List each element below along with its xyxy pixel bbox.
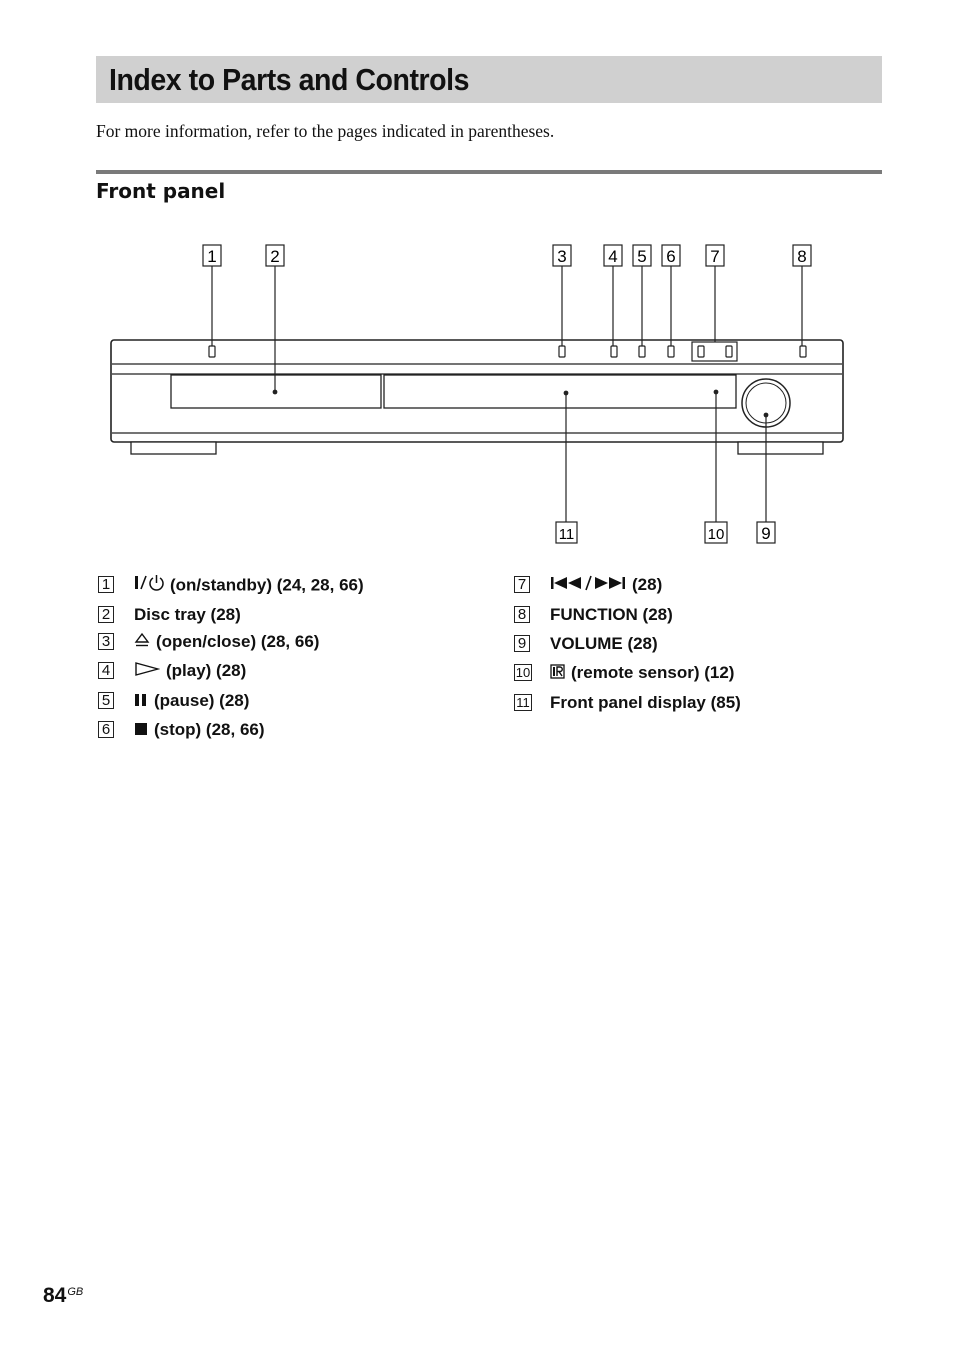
callout-11 — [556, 522, 577, 543]
front-panel-display — [384, 375, 736, 408]
svg-text:5: 5 — [637, 247, 647, 266]
item-label: (remote sensor) (12) — [571, 663, 735, 682]
callout-6 — [662, 245, 680, 266]
item-number: 1 — [98, 576, 114, 593]
remote-sensor-icon — [550, 663, 565, 685]
callout-3 — [553, 245, 571, 266]
item-number: 3 — [98, 633, 114, 650]
item-label: (play) (28) — [166, 661, 247, 680]
callout-2 — [266, 245, 284, 266]
item-number: 5 — [98, 692, 114, 709]
item-number: 7 — [514, 576, 530, 593]
prev-next-icon — [550, 575, 626, 597]
item-number: 8 — [514, 606, 530, 623]
callout-9 — [757, 522, 775, 543]
callout-5 — [633, 245, 651, 266]
svg-text:11: 11 — [558, 526, 575, 543]
stop-button — [668, 346, 674, 357]
item-label: Disc tray (28) — [134, 605, 241, 624]
parts-list-right — [514, 574, 894, 714]
item-number: 9 — [514, 635, 530, 652]
svg-text:3: 3 — [557, 247, 567, 266]
item-number: 6 — [98, 721, 114, 738]
item-label: (stop) (28, 66) — [154, 720, 265, 739]
power-button — [209, 346, 215, 357]
function-button — [800, 346, 806, 357]
svg-text:7: 7 — [710, 247, 720, 266]
callout-10 — [705, 522, 727, 543]
svg-text:9: 9 — [761, 524, 771, 543]
item-number: 10 — [515, 665, 531, 680]
page-number: $84^{GB}$ — [43, 1284, 84, 1307]
svg-text:4: 4 — [608, 247, 618, 266]
svg-text:1: 1 — [207, 247, 217, 266]
eject-icon — [134, 632, 150, 654]
item-label: (open/close) (28, 66) — [156, 632, 320, 651]
svg-text:2: 2 — [270, 247, 280, 266]
pause-icon — [134, 691, 148, 713]
callout-1 — [203, 245, 221, 266]
stop-icon — [134, 720, 148, 742]
play-button — [611, 346, 617, 357]
item-label: (on/standby) (24, 28, 66) — [170, 575, 364, 595]
front-panel-diagram — [0, 0, 954, 560]
section-title: Front panel — [96, 179, 226, 203]
power-icon — [134, 574, 164, 598]
item-number: 4 — [98, 662, 114, 679]
callout-7 — [706, 245, 724, 266]
play-icon — [134, 661, 160, 683]
item-label: (pause) (28) — [154, 691, 250, 710]
item-number: 2 — [98, 606, 114, 623]
item-label: (28) — [632, 575, 663, 594]
callout-8 — [793, 245, 811, 266]
item-label: Front panel display (85) — [550, 693, 741, 712]
item-label: FUNCTION (28) — [550, 605, 673, 624]
svg-text:8: 8 — [797, 247, 807, 266]
svg-text:6: 6 — [666, 247, 676, 266]
item-number: 11 — [514, 694, 532, 711]
foot-right — [738, 442, 823, 454]
svg-text:10: 10 — [707, 526, 725, 543]
item-label: VOLUME (28) — [550, 634, 658, 653]
next-button — [726, 346, 732, 357]
callout-4 — [604, 245, 622, 266]
foot-left — [131, 442, 216, 454]
pause-button — [639, 346, 645, 357]
page-suffix: GB — [67, 1286, 84, 1298]
parts-list-left — [98, 574, 478, 744]
intro-text: For more information, refer to the pages indicated in parentheses. — [96, 121, 555, 141]
prev-button — [698, 346, 704, 357]
page-title: Index to Parts and Controls — [109, 62, 469, 97]
eject-button — [559, 346, 565, 357]
